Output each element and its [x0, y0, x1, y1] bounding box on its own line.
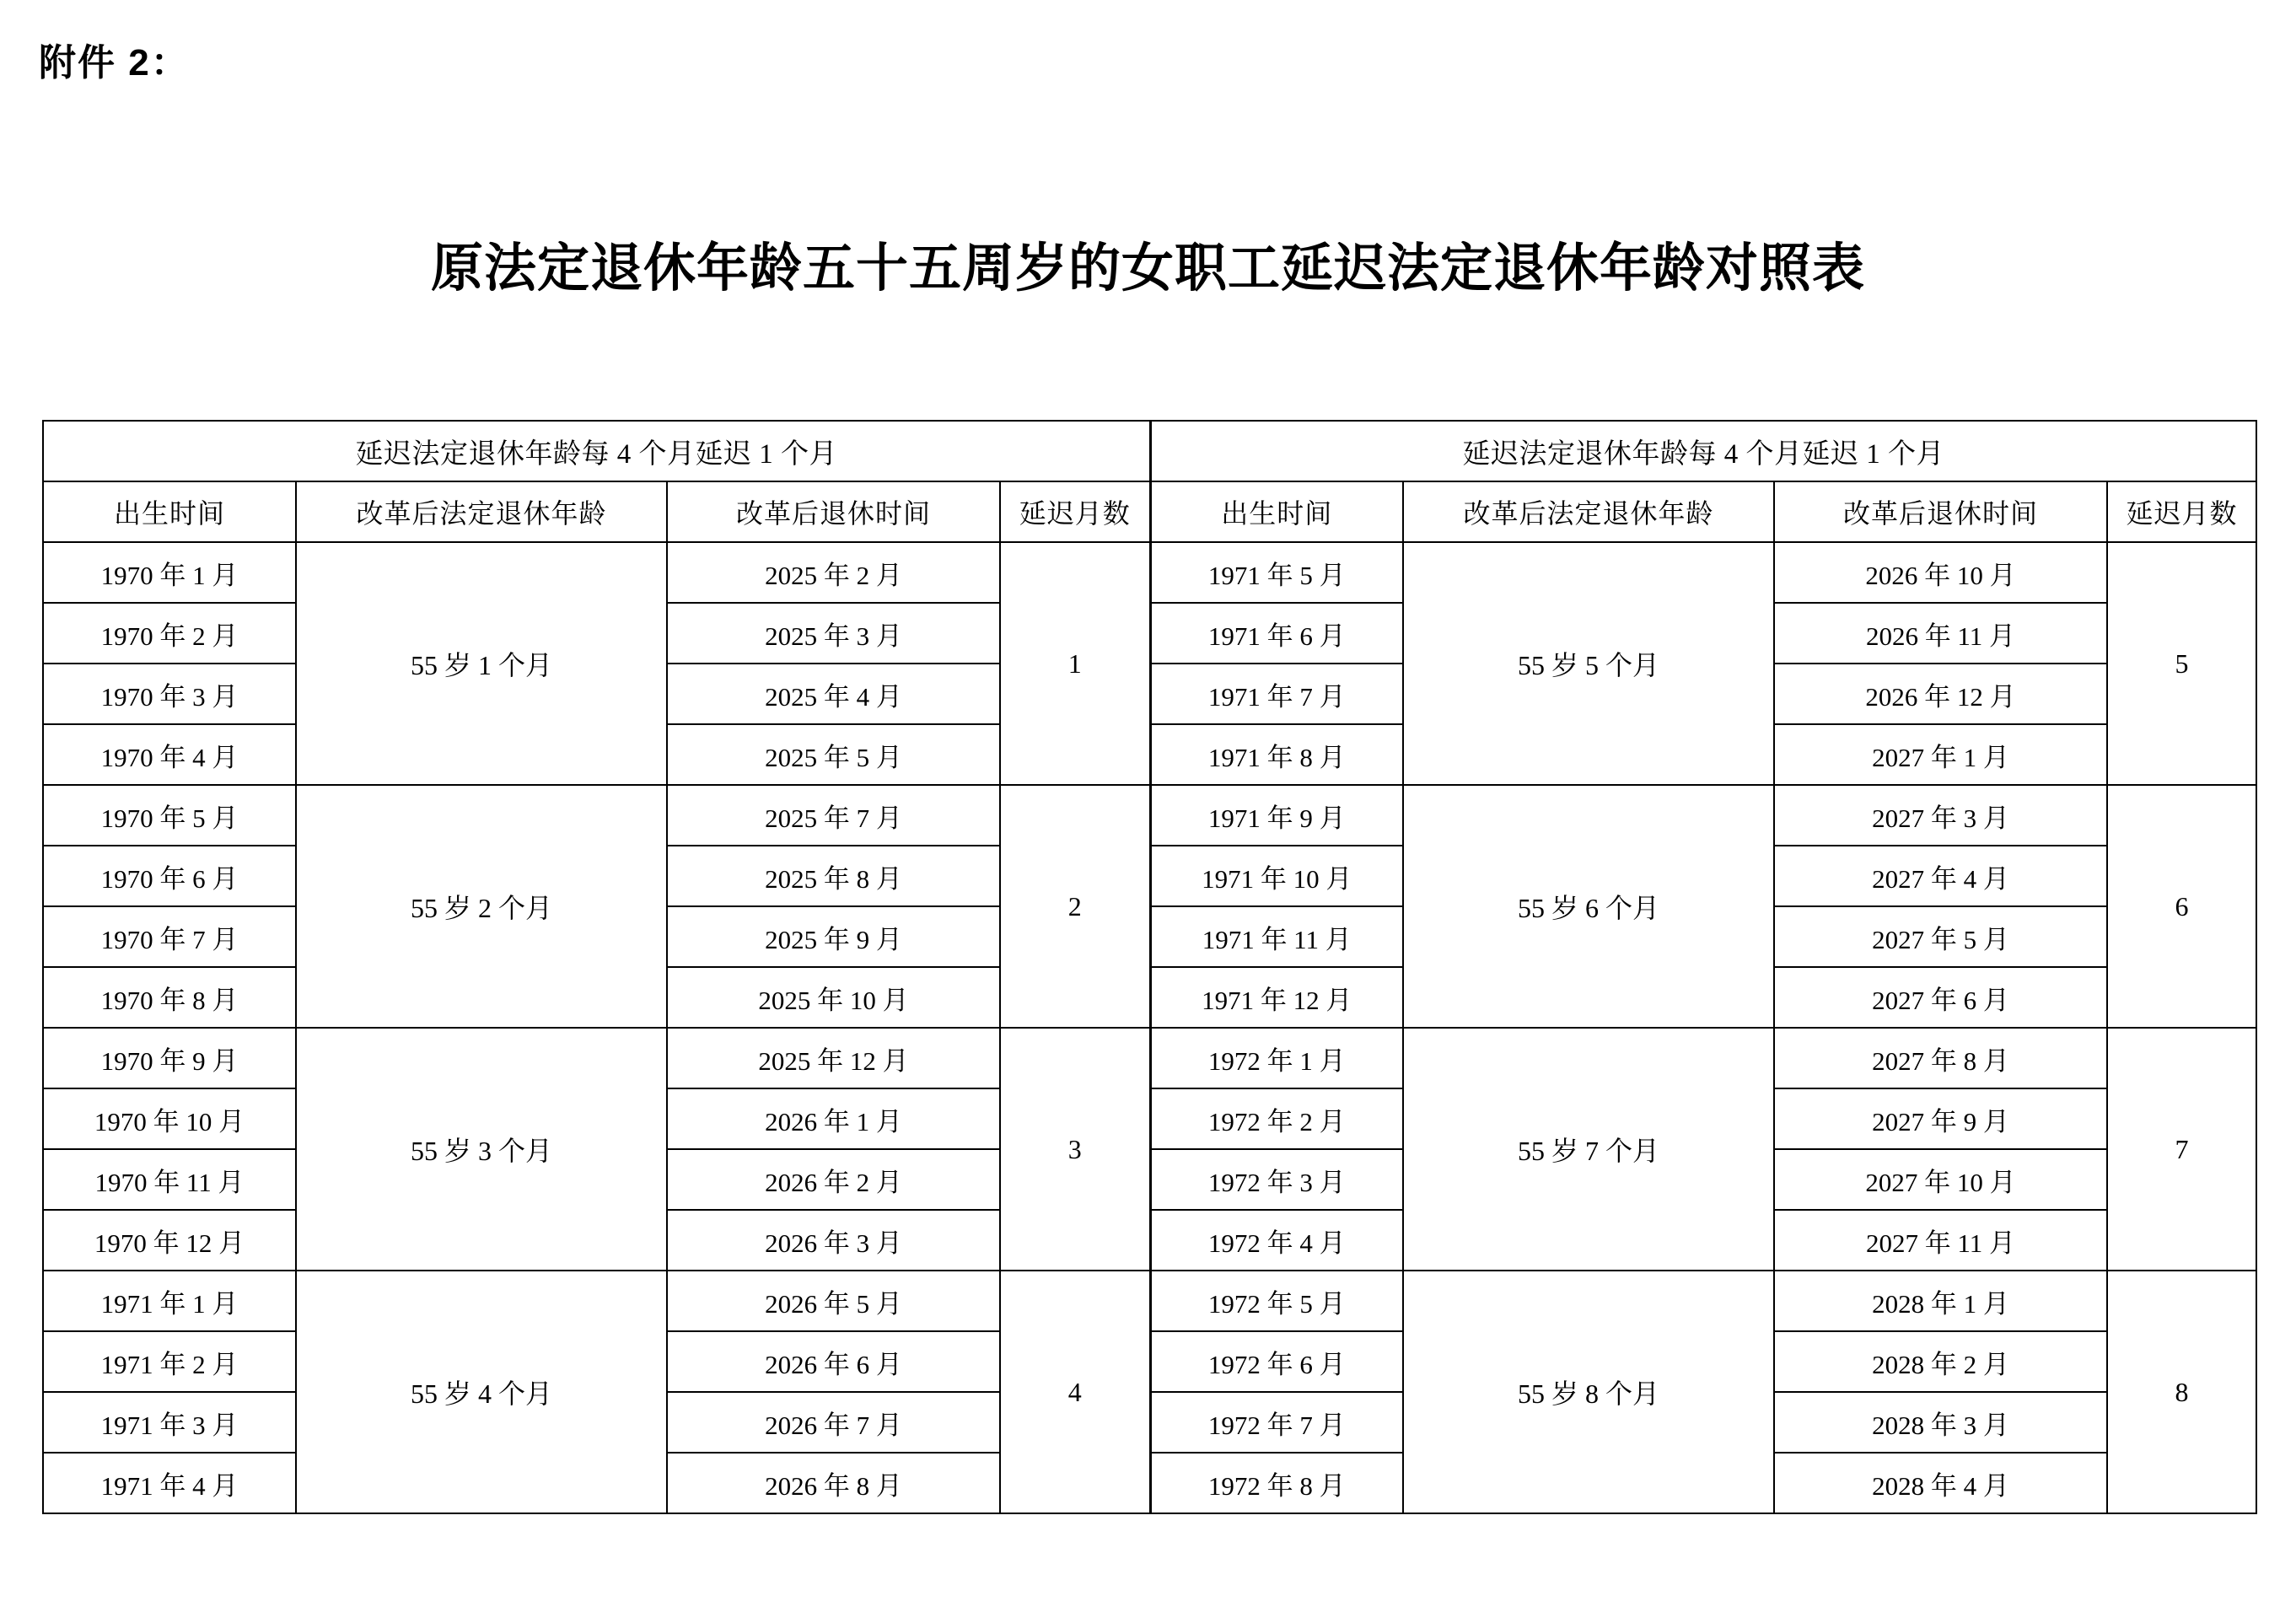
- cell-birth-left: 1970 年 11 月: [43, 1149, 296, 1210]
- cell-delay-months-right: 5: [2107, 542, 2256, 785]
- cell-retirement-age-right: 55 岁 5 个月: [1403, 542, 1774, 785]
- cell-birth-right: 1971 年 9 月: [1150, 785, 1403, 846]
- cell-retirement-date-left: 2026 年 8 月: [667, 1453, 1000, 1513]
- cell-retirement-date-left: 2025 年 4 月: [667, 664, 1000, 724]
- cell-retirement-age-right: 55 岁 8 个月: [1403, 1271, 1774, 1513]
- cell-retirement-date-left: 2025 年 5 月: [667, 724, 1000, 785]
- cell-birth-right: 1972 年 4 月: [1150, 1210, 1403, 1271]
- cell-birth-left: 1970 年 3 月: [43, 664, 296, 724]
- cell-birth-right: 1971 年 8 月: [1150, 724, 1403, 785]
- cell-retirement-date-right: 2026 年 12 月: [1774, 664, 2107, 724]
- cell-birth-right: 1972 年 1 月: [1150, 1028, 1403, 1088]
- cell-birth-right: 1972 年 5 月: [1150, 1271, 1403, 1331]
- cell-retirement-date-left: 2025 年 9 月: [667, 906, 1000, 967]
- attachment-label: 附件 2：: [39, 42, 190, 83]
- cell-retirement-date-left: 2025 年 10 月: [667, 967, 1000, 1028]
- cell-delay-months-right: 6: [2107, 785, 2256, 1028]
- column-header-age-left: 改革后法定退休年龄: [296, 481, 667, 542]
- retirement-comparison-table: [42, 420, 2257, 1514]
- cell-birth-left: 1970 年 9 月: [43, 1028, 296, 1088]
- cell-birth-left: 1970 年 6 月: [43, 846, 296, 906]
- cell-birth-right: 1972 年 6 月: [1150, 1331, 1403, 1392]
- column-header-retire-right: 改革后退休时间: [1774, 481, 2107, 542]
- cell-retirement-age-right: 55 岁 6 个月: [1403, 785, 1774, 1028]
- cell-birth-left: 1971 年 4 月: [43, 1453, 296, 1513]
- cell-retirement-date-left: 2026 年 3 月: [667, 1210, 1000, 1271]
- cell-birth-left: 1970 年 7 月: [43, 906, 296, 967]
- column-header-birth-right: 出生时间: [1150, 481, 1403, 542]
- cell-birth-right: 1972 年 3 月: [1150, 1149, 1403, 1210]
- cell-retirement-date-right: 2027 年 11 月: [1774, 1210, 2107, 1271]
- cell-delay-months-left: 2: [1000, 785, 1150, 1028]
- cell-birth-right: 1971 年 5 月: [1150, 542, 1403, 603]
- cell-retirement-date-right: 2028 年 4 月: [1774, 1453, 2107, 1513]
- cell-retirement-date-left: 2026 年 6 月: [667, 1331, 1000, 1392]
- cell-retirement-date-right: 2028 年 1 月: [1774, 1271, 2107, 1331]
- cell-birth-left: 1970 年 2 月: [43, 603, 296, 664]
- cell-birth-left: 1970 年 5 月: [43, 785, 296, 846]
- cell-birth-left: 1970 年 4 月: [43, 724, 296, 785]
- cell-retirement-age-left: 55 岁 1 个月: [296, 542, 667, 785]
- cell-retirement-date-right: 2027 年 4 月: [1774, 846, 2107, 906]
- column-header-retire-left: 改革后退休时间: [667, 481, 1000, 542]
- cell-retirement-date-left: 2026 年 7 月: [667, 1392, 1000, 1453]
- cell-retirement-date-right: 2027 年 10 月: [1774, 1149, 2107, 1210]
- cell-retirement-date-left: 2026 年 1 月: [667, 1088, 1000, 1149]
- column-header-months-right: 延迟月数: [2107, 481, 2256, 542]
- cell-retirement-date-left: 2025 年 7 月: [667, 785, 1000, 846]
- cell-retirement-date-left: 2025 年 12 月: [667, 1028, 1000, 1088]
- cell-birth-right: 1972 年 2 月: [1150, 1088, 1403, 1149]
- cell-retirement-date-right: 2027 年 8 月: [1774, 1028, 2107, 1088]
- table-row: [43, 1271, 2256, 1331]
- cell-retirement-age-left: 55 岁 3 个月: [296, 1028, 667, 1271]
- banner-left: 延迟法定退休年龄每 4 个月延迟 1 个月: [43, 421, 1150, 481]
- cell-retirement-date-right: 2027 年 3 月: [1774, 785, 2107, 846]
- cell-retirement-date-left: 2025 年 3 月: [667, 603, 1000, 664]
- cell-birth-right: 1971 年 10 月: [1150, 846, 1403, 906]
- cell-retirement-date-right: 2027 年 9 月: [1774, 1088, 2107, 1149]
- cell-delay-months-left: 4: [1000, 1271, 1150, 1513]
- cell-delay-months-right: 7: [2107, 1028, 2256, 1271]
- cell-retirement-date-right: 2026 年 10 月: [1774, 542, 2107, 603]
- column-header-birth-left: 出生时间: [43, 481, 296, 542]
- cell-birth-left: 1971 年 2 月: [43, 1331, 296, 1392]
- retirement-table-container: [42, 420, 2256, 1514]
- cell-birth-right: 1971 年 11 月: [1150, 906, 1403, 967]
- cell-birth-left: 1970 年 12 月: [43, 1210, 296, 1271]
- cell-birth-right: 1972 年 8 月: [1150, 1453, 1403, 1513]
- table-row: [43, 785, 2256, 846]
- cell-retirement-age-left: 55 岁 2 个月: [296, 785, 667, 1028]
- cell-retirement-date-left: 2026 年 2 月: [667, 1149, 1000, 1210]
- cell-retirement-date-left: 2025 年 8 月: [667, 846, 1000, 906]
- cell-retirement-date-left: 2026 年 5 月: [667, 1271, 1000, 1331]
- cell-retirement-date-right: 2028 年 3 月: [1774, 1392, 2107, 1453]
- table-row: [43, 1028, 2256, 1088]
- cell-birth-right: 1972 年 7 月: [1150, 1392, 1403, 1453]
- banner-right: 延迟法定退休年龄每 4 个月延迟 1 个月: [1150, 421, 2256, 481]
- table-banner-row: [43, 421, 2256, 481]
- cell-retirement-date-right: 2027 年 5 月: [1774, 906, 2107, 967]
- cell-delay-months-left: 1: [1000, 542, 1150, 785]
- cell-birth-left: 1970 年 1 月: [43, 542, 296, 603]
- page-title: 原法定退休年龄五十五周岁的女职工延迟法定退休年龄对照表: [430, 239, 1865, 298]
- cell-delay-months-left: 3: [1000, 1028, 1150, 1271]
- cell-retirement-date-right: 2028 年 2 月: [1774, 1331, 2107, 1392]
- cell-birth-right: 1971 年 12 月: [1150, 967, 1403, 1028]
- cell-retirement-date-right: 2026 年 11 月: [1774, 603, 2107, 664]
- cell-retirement-age-right: 55 岁 7 个月: [1403, 1028, 1774, 1271]
- cell-birth-right: 1971 年 6 月: [1150, 603, 1403, 664]
- column-header-age-right: 改革后法定退休年龄: [1403, 481, 1774, 542]
- table-header-row: [43, 481, 2256, 542]
- cell-birth-left: 1970 年 10 月: [43, 1088, 296, 1149]
- cell-delay-months-right: 8: [2107, 1271, 2256, 1513]
- cell-birth-left: 1970 年 8 月: [43, 967, 296, 1028]
- cell-retirement-date-left: 2025 年 2 月: [667, 542, 1000, 603]
- cell-retirement-date-right: 2027 年 6 月: [1774, 967, 2107, 1028]
- table-row: [43, 542, 2256, 603]
- cell-retirement-date-right: 2027 年 1 月: [1774, 724, 2107, 785]
- column-header-months-left: 延迟月数: [1000, 481, 1150, 542]
- cell-retirement-age-left: 55 岁 4 个月: [296, 1271, 667, 1513]
- cell-birth-right: 1971 年 7 月: [1150, 664, 1403, 724]
- cell-birth-left: 1971 年 1 月: [43, 1271, 296, 1331]
- cell-birth-left: 1971 年 3 月: [43, 1392, 296, 1453]
